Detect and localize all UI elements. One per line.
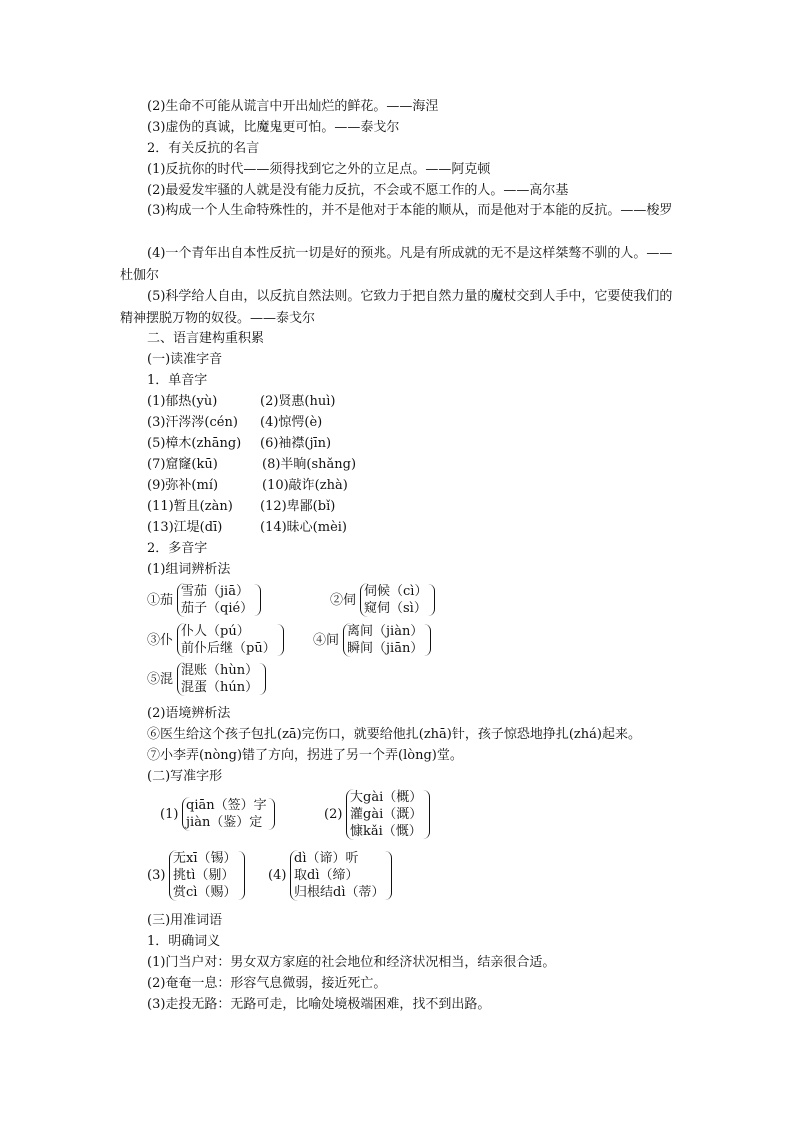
- subsection-heading: (一)读准字音: [147, 352, 223, 367]
- quote-paragraph: (5)科学给人自由，以反抗自然法则。它致力于把自然力量的魔杖交到人手中，它要使我们的精神摆脱万物的奴役。——泰戈尔: [120, 289, 673, 326]
- item-heading: 1．明确词义: [147, 934, 221, 949]
- single-char-row: (11)暂且(zàn) (12)卑鄙(bǐ): [147, 499, 336, 514]
- polyphone-group: ④间 离间（jiàn） 瞬间（jiān）: [313, 624, 424, 656]
- definition-line: (1)门当户对：男女双方家庭的社会地位和经济状况相当，结亲很合适。: [147, 955, 556, 970]
- quote-line: (2)生命不可能从谎言中开出灿烂的鲜花。——海涅: [147, 99, 439, 114]
- quote-paragraph: (3)构成一个人生命特殊性的，并不是他对于本能的顺从，而是他对于本能的反抗。——梭罗: [147, 203, 673, 218]
- quote-line: (3)虚伪的真诚，比魔鬼更可怕。——泰戈尔: [147, 120, 400, 135]
- single-char-row: (1)郁热(yù) (2)贤惠(huì): [147, 394, 336, 409]
- polyphone-group: ③仆 仆人（pú） 前仆后继（pū）: [147, 624, 276, 656]
- section-heading: 2．有关反抗的名言: [147, 141, 260, 156]
- definition-line: (2)奄奄一息：形容气息微弱，接近死亡。: [147, 976, 387, 991]
- quote-line: (2)最爱发牢骚的人就是没有能力反抗，不会或不愿工作的人。——高尔基: [147, 183, 569, 198]
- single-char-row: (7)窟窿(kū) (8)半晌(shǎng): [147, 457, 357, 472]
- glyph-group: (3) 无xī（锡） 挑tì（剔） 赏cì（赐）: [147, 851, 237, 900]
- polyphone-group: ②伺 伺候（cì） 窥伺（sì）: [330, 584, 428, 616]
- quote-paragraph: (4)一个青年出自本性反抗一切是好的预兆。凡是有所成就的无不是这样桀骜不驯的人。——杜伽尔: [120, 246, 673, 283]
- glyph-group: (2) 大gài（概） 灌gài（溉） 慷kǎi（慨）: [324, 790, 423, 839]
- single-char-row: (5)樟木(zhāng) (6)袖襟(jīn): [147, 436, 332, 451]
- glyph-group: (1) qiān（签）字 jiàn（鉴）定: [160, 798, 267, 830]
- polyphone-group: ①茄 雪茄（jiā） 茄子（qié）: [147, 584, 254, 616]
- subsection-heading: (二)写准字形: [147, 769, 223, 784]
- glyph-group: (4) dì（谛）听 取dì（缔） 归根结dì（蒂）: [268, 851, 385, 900]
- single-char-row: (3)汗涔涔(cén) (4)惊愕(è): [147, 415, 323, 430]
- section-heading: 二、语言建构重积累: [147, 331, 265, 346]
- context-sentence: ⑥医生给这个孩子包扎(zā)完伤口，就要给他扎(zhā)针，孩子惊恐地挣扎(zhá)起来。: [147, 727, 641, 742]
- context-sentence: ⑦小李弄(nòng)错了方向，拐进了另一个弄(lòng)堂。: [147, 748, 463, 763]
- method-heading: (2)语境辨析法: [147, 706, 231, 721]
- item-heading: 1．单音字: [147, 373, 208, 388]
- single-char-row: (13)江堤(dī) (14)昧心(mèi): [147, 520, 348, 535]
- subsection-heading: (三)用准词语: [147, 913, 223, 928]
- definition-line: (3)走投无路：无路可走，比喻处境极端困难，找不到出路。: [147, 997, 491, 1012]
- polyphone-group: ⑤混 混账（hùn） 混蛋（hún）: [147, 663, 259, 695]
- item-heading: 2．多音字: [147, 541, 208, 556]
- method-heading: (1)组词辨析法: [147, 562, 231, 577]
- single-char-row: (9)弥补(mí) (10)敲诈(zhà): [147, 478, 348, 493]
- quote-line: (1)反抗你的时代——须得找到它之外的立足点。——阿克顿: [147, 162, 491, 177]
